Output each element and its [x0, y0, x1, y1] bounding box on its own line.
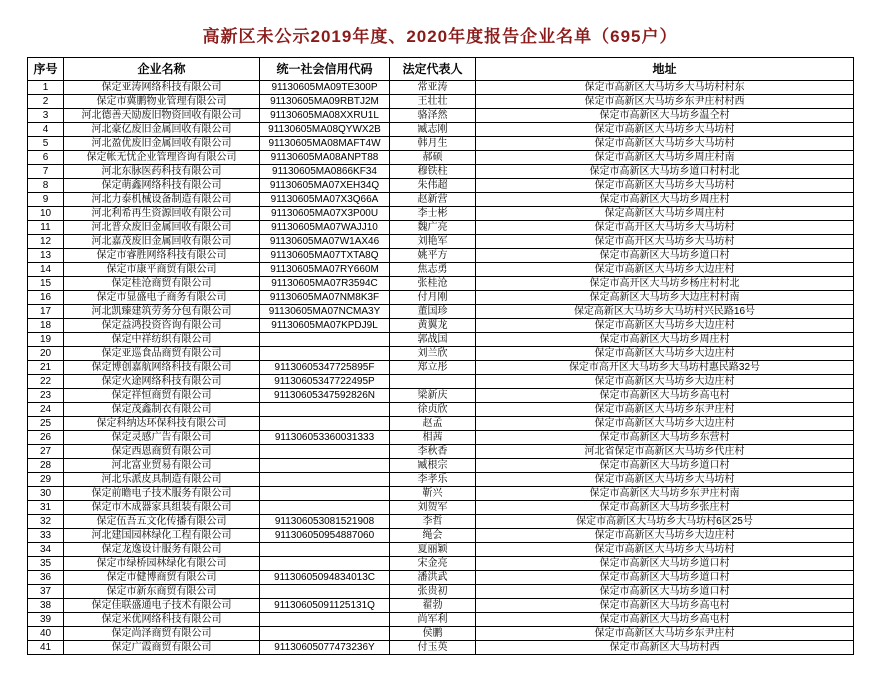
cell-address: 保定市高新区大马坊乡张庄村: [476, 501, 854, 515]
cell-company-name: 保定亚巡食品商贸有限公司: [64, 347, 260, 361]
cell-credit-code: [260, 557, 390, 571]
cell-no: 39: [28, 613, 64, 627]
cell-credit-code: 91130605MA07XEH34Q: [260, 179, 390, 193]
cell-legal-representative: 梁新庆: [390, 389, 476, 403]
cell-no: 6: [28, 151, 64, 165]
cell-no: 11: [28, 221, 64, 235]
cell-credit-code: 91130605094834013C: [260, 571, 390, 585]
cell-credit-code: [260, 347, 390, 361]
cell-credit-code: 91130605347725895F: [260, 361, 390, 375]
cell-address: 保定市高新区大马坊乡大马坊村: [476, 543, 854, 557]
cell-credit-code: [260, 417, 390, 431]
cell-company-name: 保定市康平商贸有限公司: [64, 263, 260, 277]
table-row: [28, 389, 854, 403]
cell-address: 保定高新区大马坊乡大边庄村村南: [476, 291, 854, 305]
cell-legal-representative: 李士彬: [390, 207, 476, 221]
cell-company-name: 河北利希再生资源回收有限公司: [64, 207, 260, 221]
table-row: [28, 361, 854, 375]
table-row: [28, 375, 854, 389]
table-body: [28, 81, 854, 655]
cell-no: 37: [28, 585, 64, 599]
cell-legal-representative: 郭战国: [390, 333, 476, 347]
cell-credit-code: 91130605MA07R3594C: [260, 277, 390, 291]
cell-no: 18: [28, 319, 64, 333]
table-row: [28, 165, 854, 179]
cell-address: 保定市高开区大马坊乡杨庄村村北: [476, 277, 854, 291]
table-row: [28, 137, 854, 151]
cell-company-name: 河北普众废旧金属回收有限公司: [64, 221, 260, 235]
cell-credit-code: [260, 613, 390, 627]
company-table: [27, 57, 854, 655]
cell-no: 1: [28, 81, 64, 95]
cell-no: 12: [28, 235, 64, 249]
cell-company-name: 河北凯臻建筑劳务分包有限公司: [64, 305, 260, 319]
cell-legal-representative: 绳会: [390, 529, 476, 543]
cell-credit-code: 91130605MA0866KF34: [260, 165, 390, 179]
cell-no: 27: [28, 445, 64, 459]
cell-legal-representative: 姚平方: [390, 249, 476, 263]
cell-no: 3: [28, 109, 64, 123]
table-row: [28, 459, 854, 473]
cell-credit-code: 91130605MA07NM8K3F: [260, 291, 390, 305]
cell-company-name: 保定萌鑫网络科技有限公司: [64, 179, 260, 193]
cell-credit-code: 91130605MA07TXTA8Q: [260, 249, 390, 263]
cell-address: 保定市高新区大马坊乡周庄村: [476, 193, 854, 207]
table-row: [28, 305, 854, 319]
cell-credit-code: [260, 333, 390, 347]
cell-address: 保定市高新区大马坊乡高屯村: [476, 389, 854, 403]
header-cell-company-name: 企业名称: [64, 58, 260, 81]
cell-no: 16: [28, 291, 64, 305]
cell-address: 保定市高新区大马坊乡高屯村: [476, 599, 854, 613]
header-cell-credit-code: 统一社会信用代码: [260, 58, 390, 81]
cell-address: 保定市高新区大马坊乡大边庄村: [476, 263, 854, 277]
cell-credit-code: [260, 445, 390, 459]
cell-address: 保定市高新区大马坊乡大边庄村: [476, 529, 854, 543]
table-row: [28, 641, 854, 655]
cell-credit-code: 91130605MA07W1AX46: [260, 235, 390, 249]
cell-credit-code: [260, 585, 390, 599]
cell-no: 35: [28, 557, 64, 571]
cell-legal-representative: 靳兴: [390, 487, 476, 501]
cell-address: 保定市高新区大马坊乡温仝村: [476, 109, 854, 123]
cell-company-name: 保定伍吾五文化传播有限公司: [64, 515, 260, 529]
cell-address: 保定市高新区大马坊乡道口村: [476, 557, 854, 571]
cell-credit-code: 91130605MA08XXRU1L: [260, 109, 390, 123]
cell-no: 20: [28, 347, 64, 361]
cell-address: 保定市高新区大马坊乡道口村: [476, 571, 854, 585]
table-row: [28, 193, 854, 207]
cell-credit-code: 91130605MA08MAFT4W: [260, 137, 390, 151]
cell-legal-representative: 刘艳军: [390, 235, 476, 249]
table-row: [28, 319, 854, 333]
header-cell-no: 序号: [28, 58, 64, 81]
cell-legal-representative: 常亚涛: [390, 81, 476, 95]
cell-company-name: 保定帐无忧企业管理咨询有限公司: [64, 151, 260, 165]
table-row: [28, 473, 854, 487]
cell-credit-code: 91130605077473236Y: [260, 641, 390, 655]
cell-address: 保定高新区大马坊乡周庄村: [476, 207, 854, 221]
header-cell-address: 地址: [476, 58, 854, 81]
cell-legal-representative: 张贵初: [390, 585, 476, 599]
cell-address: 保定市高新区大马坊乡大边庄村: [476, 347, 854, 361]
cell-credit-code: [260, 487, 390, 501]
cell-company-name: 保定火途网络科技有限公司: [64, 375, 260, 389]
table-row: [28, 95, 854, 109]
table-header-row: [28, 58, 854, 81]
cell-company-name: 河北东脉医药科技有限公司: [64, 165, 260, 179]
cell-legal-representative: 臧志刚: [390, 123, 476, 137]
cell-no: 14: [28, 263, 64, 277]
cell-credit-code: 911306053360031333: [260, 431, 390, 445]
cell-address: 河北省保定市高新区大马坊乡代庄村: [476, 445, 854, 459]
cell-no: 13: [28, 249, 64, 263]
cell-credit-code: 91130605MA07KPDJ9L: [260, 319, 390, 333]
cell-legal-representative: 黄翼龙: [390, 319, 476, 333]
cell-legal-representative: 穆铁柱: [390, 165, 476, 179]
cell-no: 9: [28, 193, 64, 207]
cell-legal-representative: 骆泽然: [390, 109, 476, 123]
table-row: [28, 501, 854, 515]
table-row: [28, 445, 854, 459]
cell-credit-code: 91130605MA07X3P00U: [260, 207, 390, 221]
cell-no: 23: [28, 389, 64, 403]
cell-legal-representative: 张桂沧: [390, 277, 476, 291]
cell-company-name: 保定龙逸设计服务有限公司: [64, 543, 260, 557]
cell-credit-code: [260, 543, 390, 557]
cell-address: 保定市高新区大马坊乡道口村: [476, 249, 854, 263]
cell-address: 保定市高新区大马坊乡大马坊村: [476, 473, 854, 487]
cell-legal-representative: 李秋香: [390, 445, 476, 459]
cell-company-name: 保定灵感广告有限公司: [64, 431, 260, 445]
cell-company-name: 河北德善天励废旧物资回收有限公司: [64, 109, 260, 123]
cell-address: 保定市高新区大马坊乡道口村: [476, 585, 854, 599]
table-row: [28, 557, 854, 571]
cell-legal-representative: 李哲: [390, 515, 476, 529]
table-row: [28, 333, 854, 347]
table-row: [28, 627, 854, 641]
cell-address: 保定市高新区大马坊乡东尹庄村村西: [476, 95, 854, 109]
table-row: [28, 403, 854, 417]
table-row: [28, 291, 854, 305]
cell-address: 保定市高新区大马坊乡大边庄村: [476, 375, 854, 389]
cell-no: 2: [28, 95, 64, 109]
cell-credit-code: 91130605MA07WAJJ10: [260, 221, 390, 235]
cell-company-name: 保定市新东商贸有限公司: [64, 585, 260, 599]
cell-legal-representative: 侯鹏: [390, 627, 476, 641]
cell-no: 15: [28, 277, 64, 291]
cell-credit-code: 91130605091125131Q: [260, 599, 390, 613]
cell-company-name: 保定博创嘉航网络科技有限公司: [64, 361, 260, 375]
cell-credit-code: 91130605MA07NCMA3Y: [260, 305, 390, 319]
table-row: [28, 585, 854, 599]
cell-no: 5: [28, 137, 64, 151]
cell-legal-representative: 刘兰欣: [390, 347, 476, 361]
table-row: [28, 417, 854, 431]
cell-company-name: 河北乐派皮具制造有限公司: [64, 473, 260, 487]
table-row: [28, 123, 854, 137]
table-row: [28, 109, 854, 123]
cell-no: 34: [28, 543, 64, 557]
table-row: [28, 81, 854, 95]
cell-no: 7: [28, 165, 64, 179]
cell-company-name: 保定市健博商贸有限公司: [64, 571, 260, 585]
cell-legal-representative: 郝硕: [390, 151, 476, 165]
table-row: [28, 487, 854, 501]
cell-credit-code: [260, 627, 390, 641]
cell-credit-code: 91130605MA07X3Q66A: [260, 193, 390, 207]
table-row: [28, 571, 854, 585]
cell-no: 22: [28, 375, 64, 389]
cell-legal-representative: 臧根宗: [390, 459, 476, 473]
cell-no: 25: [28, 417, 64, 431]
table-row: [28, 347, 854, 361]
cell-company-name: 保定科纳达环保科技有限公司: [64, 417, 260, 431]
cell-no: 36: [28, 571, 64, 585]
cell-legal-representative: 赵孟: [390, 417, 476, 431]
cell-no: 29: [28, 473, 64, 487]
cell-company-name: 保定市木成器家具组装有限公司: [64, 501, 260, 515]
cell-company-name: 保定茂鑫制衣有限公司: [64, 403, 260, 417]
cell-legal-representative: 王壮壮: [390, 95, 476, 109]
cell-address: 保定市高新区大马坊乡大马坊村村东: [476, 81, 854, 95]
table-row: [28, 221, 854, 235]
cell-address: 保定市高新区大马坊乡大马坊村: [476, 123, 854, 137]
cell-no: 10: [28, 207, 64, 221]
table-row: [28, 543, 854, 557]
cell-address: 保定市高新区大马坊乡东尹庄村: [476, 627, 854, 641]
cell-legal-representative: 潘洪武: [390, 571, 476, 585]
cell-address: 保定市高开区大马坊乡大马坊村: [476, 221, 854, 235]
cell-address: 保定市高新区大马坊乡东营村: [476, 431, 854, 445]
cell-credit-code: 91130605MA08ANPT88: [260, 151, 390, 165]
cell-address: 保定市高新区大马坊乡周庄村: [476, 333, 854, 347]
cell-no: 41: [28, 641, 64, 655]
cell-company-name: 河北富业贸易有限公司: [64, 459, 260, 473]
cell-no: 40: [28, 627, 64, 641]
cell-legal-representative: 朱伟超: [390, 179, 476, 193]
cell-legal-representative: 尚军利: [390, 613, 476, 627]
cell-address: 保定市高新区大马坊乡大边庄村: [476, 319, 854, 333]
table-row: [28, 613, 854, 627]
cell-legal-representative: 焦志勇: [390, 263, 476, 277]
cell-address: 保定市高新区大马坊村西: [476, 641, 854, 655]
cell-company-name: 河北豪亿废旧金属回收有限公司: [64, 123, 260, 137]
cell-address: 保定市高新区大马坊乡道口村: [476, 459, 854, 473]
cell-company-name: 保定益鸿投资咨询有限公司: [64, 319, 260, 333]
table-row: [28, 249, 854, 263]
cell-legal-representative: 翟勃: [390, 599, 476, 613]
cell-credit-code: [260, 459, 390, 473]
cell-legal-representative: 赵新营: [390, 193, 476, 207]
cell-no: 24: [28, 403, 64, 417]
page-title: 高新区未公示2019年度、2020年度报告企业名单（695户）: [202, 27, 678, 46]
cell-company-name: 保定米优网络科技有限公司: [64, 613, 260, 627]
cell-address: 保定市高新区大马坊乡东尹庄村南: [476, 487, 854, 501]
cell-no: 19: [28, 333, 64, 347]
cell-company-name: 保定西恩商贸有限公司: [64, 445, 260, 459]
table-row: [28, 529, 854, 543]
cell-address: 保定市高新区大马坊乡大马坊村: [476, 179, 854, 193]
cell-company-name: 河北建国园林绿化工程有限公司: [64, 529, 260, 543]
cell-legal-representative: 相茜: [390, 431, 476, 445]
cell-legal-representative: 徐贞欣: [390, 403, 476, 417]
cell-address: 保定市高开区大马坊乡大马坊村: [476, 235, 854, 249]
cell-company-name: 保定佳联盛通电子技术有限公司: [64, 599, 260, 613]
cell-credit-code: 91130605MA09RBTJ2M: [260, 95, 390, 109]
cell-legal-representative: 韩月生: [390, 137, 476, 151]
cell-company-name: 保定桂沧商贸有限公司: [64, 277, 260, 291]
cell-legal-representative: 董国珍: [390, 305, 476, 319]
cell-company-name: 保定市绿桥园林绿化有限公司: [64, 557, 260, 571]
cell-legal-representative: 刘贺军: [390, 501, 476, 515]
cell-no: 17: [28, 305, 64, 319]
table-row: [28, 151, 854, 165]
cell-address: 保定市高新区大马坊乡大马坊村6区25号: [476, 515, 854, 529]
table-row: [28, 235, 854, 249]
table-row: [28, 179, 854, 193]
cell-no: 26: [28, 431, 64, 445]
cell-legal-representative: 宋金亮: [390, 557, 476, 571]
cell-company-name: 保定市冀鹏物业管理有限公司: [64, 95, 260, 109]
cell-company-name: 保定祥恒商贸有限公司: [64, 389, 260, 403]
cell-company-name: 保定亚涛网络科技有限公司: [64, 81, 260, 95]
cell-legal-representative: 魏广亮: [390, 221, 476, 235]
cell-address: 保定高新区大马坊乡大马坊村兴民路16号: [476, 305, 854, 319]
table-row: [28, 263, 854, 277]
cell-no: 28: [28, 459, 64, 473]
cell-no: 33: [28, 529, 64, 543]
cell-credit-code: 91130605MA08QYWX2B: [260, 123, 390, 137]
cell-legal-representative: 付月刚: [390, 291, 476, 305]
cell-credit-code: 91130605MA09TE300P: [260, 81, 390, 95]
cell-company-name: 保定前瞻电子技术服务有限公司: [64, 487, 260, 501]
cell-legal-representative: 郑立彤: [390, 361, 476, 375]
cell-company-name: 河北力泰机械设备制造有限公司: [64, 193, 260, 207]
cell-no: 30: [28, 487, 64, 501]
table-row: [28, 599, 854, 613]
cell-legal-representative: 付玉英: [390, 641, 476, 655]
cell-credit-code: [260, 473, 390, 487]
cell-address: 保定市高新区大马坊乡东尹庄村: [476, 403, 854, 417]
cell-no: 21: [28, 361, 64, 375]
cell-company-name: 保定市显盛电子商务有限公司: [64, 291, 260, 305]
table-row: [28, 515, 854, 529]
cell-credit-code: 91130605347722495P: [260, 375, 390, 389]
cell-credit-code: [260, 403, 390, 417]
cell-no: 8: [28, 179, 64, 193]
cell-no: 31: [28, 501, 64, 515]
cell-no: 32: [28, 515, 64, 529]
table-row: [28, 207, 854, 221]
table-row: [28, 431, 854, 445]
cell-company-name: 保定中祥纺织有限公司: [64, 333, 260, 347]
header-cell-legal-representative: 法定代表人: [390, 58, 476, 81]
cell-address: 保定市高开区大马坊乡大马坊村惠民路32号: [476, 361, 854, 375]
cell-legal-representative: [390, 375, 476, 389]
cell-company-name: 保定广霞商贸有限公司: [64, 641, 260, 655]
cell-company-name: 河北嘉茂废旧金属回收有限公司: [64, 235, 260, 249]
cell-no: 38: [28, 599, 64, 613]
cell-legal-representative: 李孝乐: [390, 473, 476, 487]
cell-credit-code: 91130605347592826N: [260, 389, 390, 403]
cell-address: 保定市高新区大马坊乡周庄村南: [476, 151, 854, 165]
cell-address: 保定市高新区大马坊乡道口村村北: [476, 165, 854, 179]
cell-address: 保定市高新区大马坊乡大马坊村: [476, 137, 854, 151]
cell-address: 保定市高新区大马坊乡高屯村: [476, 613, 854, 627]
table-row: [28, 277, 854, 291]
cell-credit-code: 911306053081521908: [260, 515, 390, 529]
cell-credit-code: [260, 501, 390, 515]
cell-legal-representative: 夏丽颖: [390, 543, 476, 557]
cell-no: 4: [28, 123, 64, 137]
cell-company-name: 河北盈优废旧金属回收有限公司: [64, 137, 260, 151]
cell-address: 保定市高新区大马坊乡大边庄村: [476, 417, 854, 431]
cell-credit-code: 91130605MA07RY660M: [260, 263, 390, 277]
cell-company-name: 保定市睿胜网络科技有限公司: [64, 249, 260, 263]
cell-credit-code: 911306050954887060: [260, 529, 390, 543]
cell-company-name: 保定尚泽商贸有限公司: [64, 627, 260, 641]
